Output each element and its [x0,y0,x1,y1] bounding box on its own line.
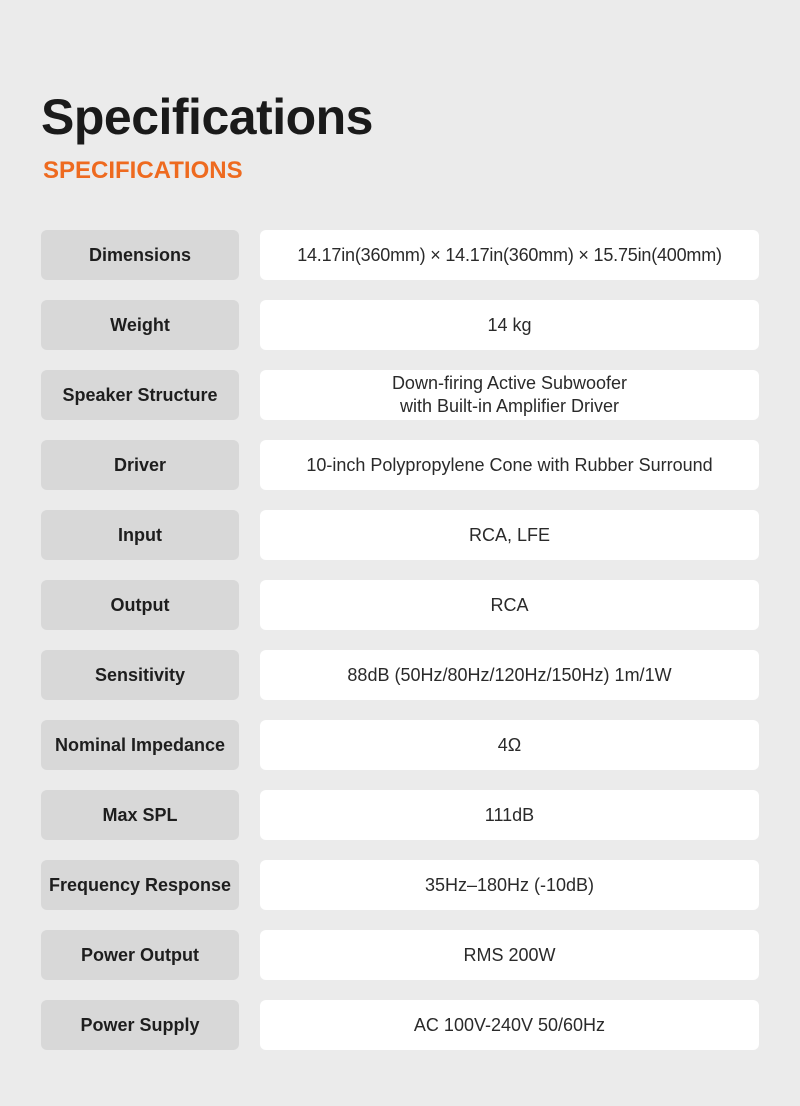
spec-value: 88dB (50Hz/80Hz/120Hz/150Hz) 1m/1W [260,650,759,700]
spec-label: Input [41,510,239,560]
spec-label: Nominal Impedance [41,720,239,770]
spec-row-speaker-structure [41,370,759,420]
spec-label: Weight [41,300,239,350]
spec-table [41,230,759,1070]
spec-label: Max SPL [41,790,239,840]
spec-value: RCA [260,580,759,630]
spec-row-power-output [41,930,759,980]
spec-label: Power Output [41,930,239,980]
spec-row-max-spl [41,790,759,840]
spec-value: 10-inch Polypropylene Cone with Rubber Surround [260,440,759,490]
spec-row-frequency-response [41,860,759,910]
spec-label: Frequency Response [41,860,239,910]
spec-label: Sensitivity [41,650,239,700]
spec-row-weight [41,300,759,350]
spec-label: Output [41,580,239,630]
spec-value: 111dB [260,790,759,840]
spec-label: Speaker Structure [41,370,239,420]
spec-value: 14 kg [260,300,759,350]
spec-value: Down-firing Active Subwoofer with Built-in Amplifier Driver [260,370,759,420]
spec-label: Power Supply [41,1000,239,1050]
page-title: Specifications [41,89,373,145]
spec-value: 35Hz–180Hz (-10dB) [260,860,759,910]
spec-row-input [41,510,759,560]
spec-value: 4Ω [260,720,759,770]
spec-row-sensitivity [41,650,759,700]
spec-label: Driver [41,440,239,490]
page-subtitle: SPECIFICATIONS [43,157,243,184]
spec-value: AC 100V-240V 50/60Hz [260,1000,759,1050]
spec-value: RMS 200W [260,930,759,980]
spec-label: Dimensions [41,230,239,280]
spec-value: 14.17in(360mm) × 14.17in(360mm) × 15.75in(400mm) [260,230,759,280]
spec-row-driver [41,440,759,490]
spec-value: RCA, LFE [260,510,759,560]
spec-row-dimensions [41,230,759,280]
spec-row-power-supply [41,1000,759,1050]
spec-row-output [41,580,759,630]
spec-row-nominal-impedance [41,720,759,770]
